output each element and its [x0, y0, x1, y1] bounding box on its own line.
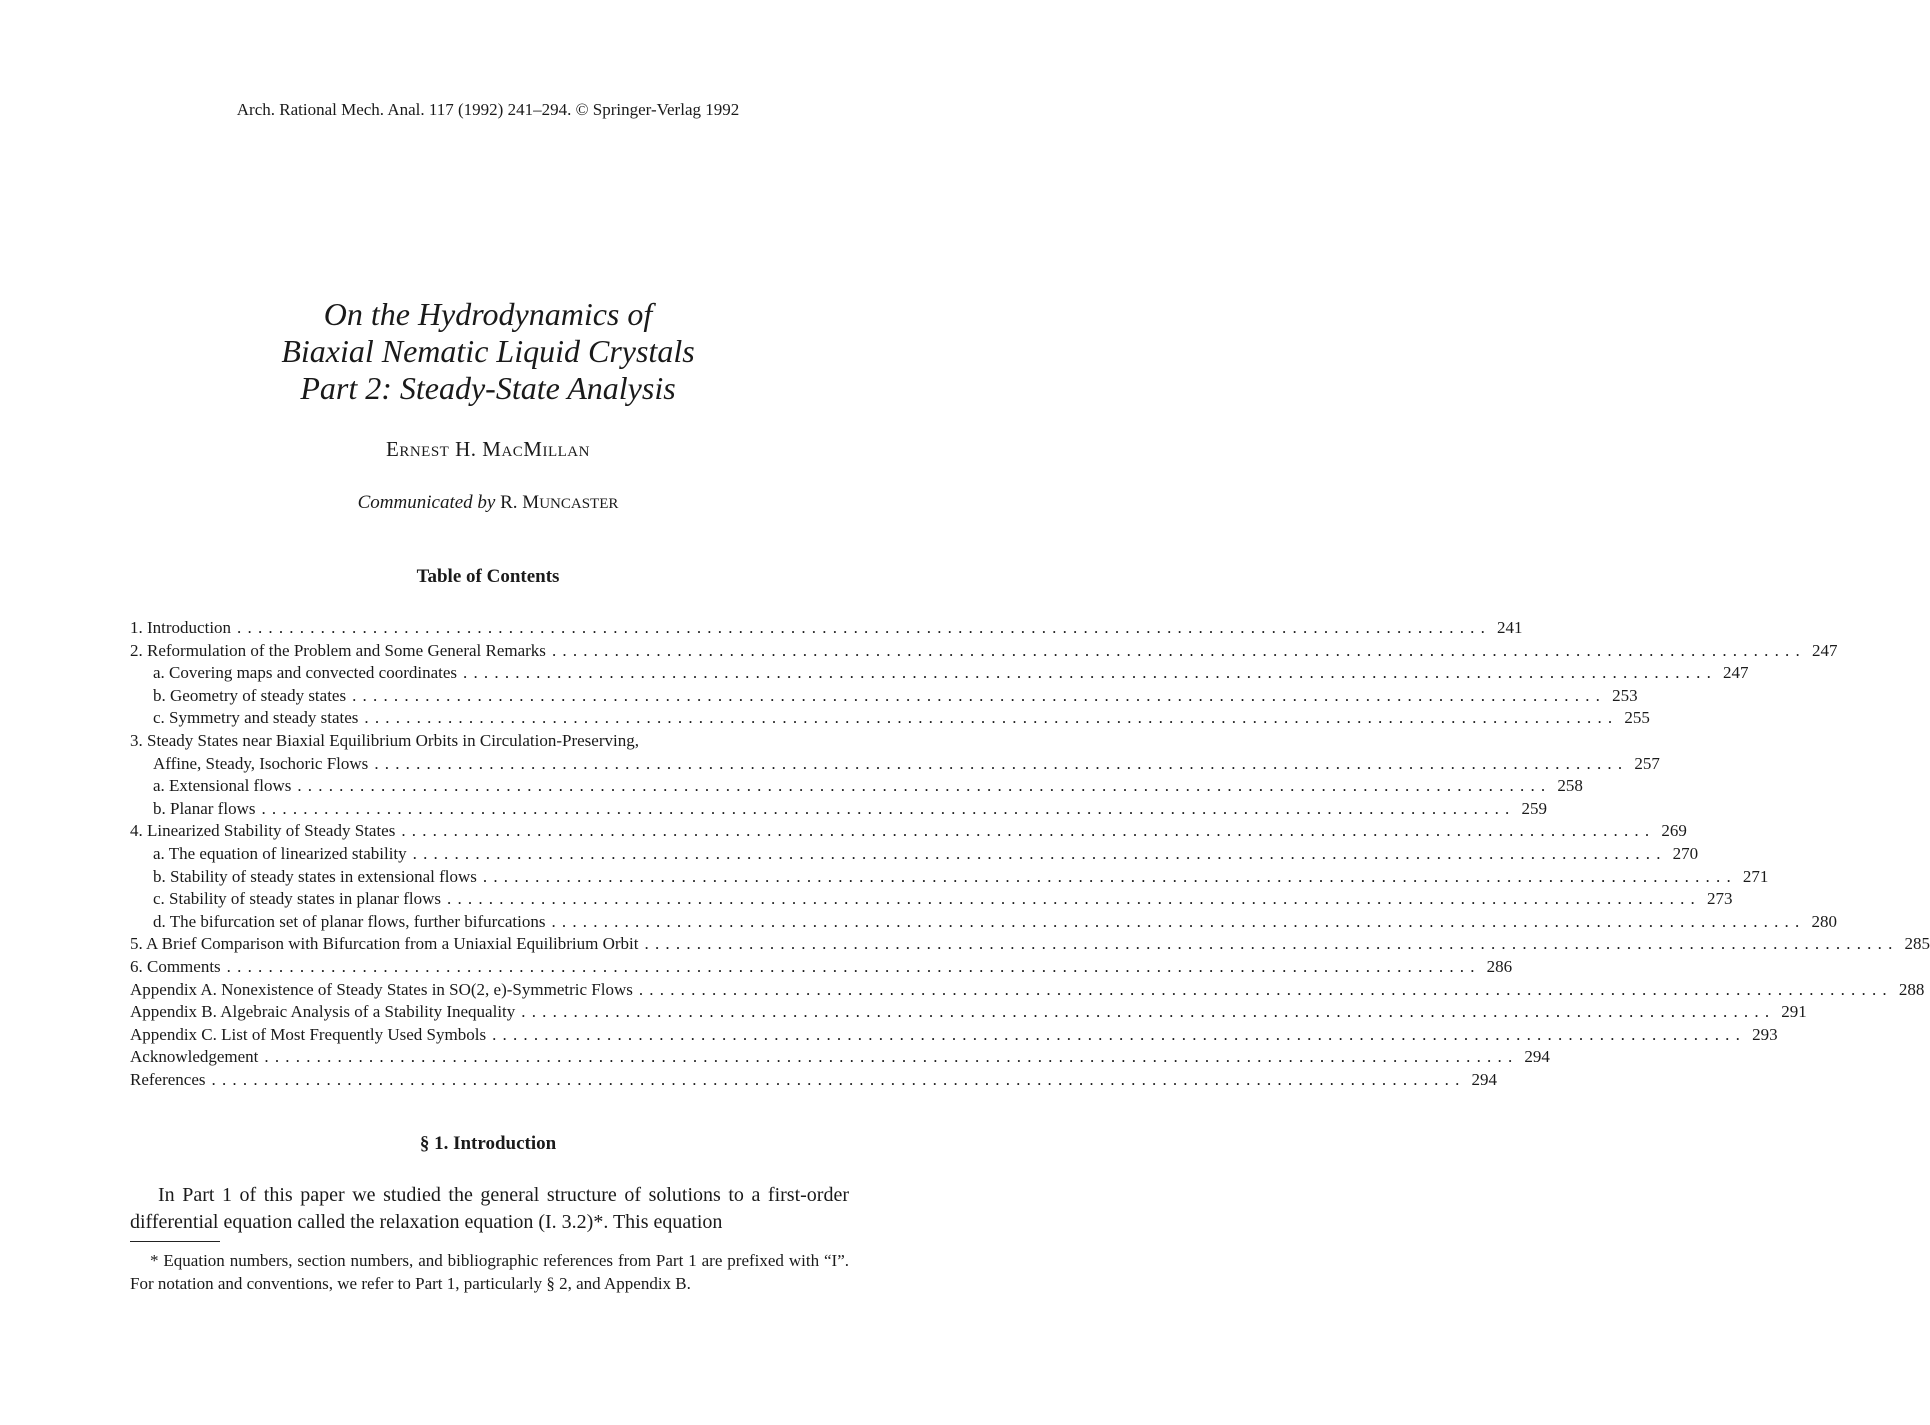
toc-entry-label: 1. Introduction [130, 618, 232, 637]
footnote [130, 1249, 849, 1295]
footnote-rule [130, 1241, 220, 1242]
toc-leader-dots: ........................................................................................................................ [463, 663, 1718, 683]
toc-heading: Table of Contents [416, 566, 560, 587]
intro-paragraph: In Part 1 of this paper we studied the general structure of solutions to a first-order differential equation called the relaxation equation (I. 3.2)*. This equation [130, 1184, 849, 1233]
toc-entry-label: b. Planar flows [153, 798, 256, 818]
toc-entry-page: 273 [1707, 889, 1733, 909]
toc-entry [130, 707, 1650, 730]
toc-entry [130, 730, 849, 753]
toc-entry-page: 291 [1781, 1002, 1807, 1022]
toc-entry-label: a. Covering maps and convected coordinates [153, 663, 458, 683]
toc-entry-page: 280 [1811, 911, 1837, 931]
toc-entry [130, 888, 1733, 911]
toc-entry-page: 285 [1904, 934, 1930, 954]
toc-leader-dots: ........................................................................................................................ [521, 1002, 1776, 1022]
title-line-1: On the Hydrodynamics of [323, 296, 653, 332]
table-of-contents [130, 617, 1930, 1091]
toc-entry-page: 247 [1811, 640, 1838, 660]
toc-entry-page: 258 [1557, 776, 1583, 796]
toc-entry-page: 255 [1624, 708, 1650, 728]
toc-entry [130, 753, 1660, 776]
toc-entry [130, 617, 1523, 640]
toc-leader-dots: ........................................................................................................................ [482, 866, 1737, 886]
toc-entry-page: 271 [1742, 866, 1769, 886]
toc-entry-label: a. Extensional flows [153, 776, 292, 796]
toc-leader-dots: ........................................................................................................................ [237, 618, 1492, 637]
toc-leader-dots: ........................................................................................................................ [352, 685, 1607, 705]
toc-leader-dots: ........................................................................................................................ [644, 934, 1899, 954]
toc-entry-page: 257 [1634, 753, 1660, 773]
toc-entry-label: Affine, Steady, Isochoric Flows [153, 753, 369, 773]
toc-entry-page: 241 [1497, 618, 1523, 637]
toc-entry [130, 979, 1925, 1002]
toc-entry [130, 911, 1837, 934]
toc-entry-label: Appendix C. List of Most Frequently Used Symbols [130, 1024, 487, 1044]
toc-leader-dots: ........................................................................................................................ [226, 956, 1481, 976]
toc-leader-dots: ........................................................................................................................ [364, 708, 1619, 728]
toc-leader-dots: ........................................................................................................................ [638, 979, 1893, 999]
toc-entry-page: 288 [1898, 979, 1925, 999]
toc-entry [130, 1069, 1498, 1092]
toc-entry-label: 3. Steady States near Biaxial Equilibrium Orbits in Circulation-Preserving, [130, 730, 639, 750]
toc-entry-page: 294 [1471, 1069, 1498, 1089]
toc-entry-label: References [130, 1069, 206, 1089]
toc-entry [130, 775, 1583, 798]
toc-entry-page: 269 [1661, 821, 1687, 841]
toc-entry-page: 293 [1752, 1024, 1778, 1044]
toc-entry [130, 798, 1547, 821]
toc-entry [130, 933, 1930, 956]
toc-leader-dots: ........................................................................................................................ [412, 843, 1667, 863]
toc-leader-dots: ........................................................................................................................ [297, 776, 1552, 796]
intro-text [130, 1182, 849, 1236]
toc-entry-label: Acknowledgement [130, 1047, 259, 1067]
toc-leader-dots: ........................................................................................................................ [374, 753, 1629, 773]
toc-entry [130, 662, 1749, 685]
toc-leader-dots: ........................................................................................................................ [551, 911, 1806, 931]
toc-entry-page: 259 [1521, 798, 1547, 818]
communicated-by: Communicated by R. MUNCASTER [357, 492, 619, 513]
toc-entry-label: c. Stability of steady states in planar flows [153, 889, 441, 909]
toc-entry [130, 956, 1513, 979]
toc-entry-page: 253 [1612, 685, 1638, 705]
title-line-2: Biaxial Nematic Liquid Crystals [281, 333, 695, 369]
section-heading: § 1. Introduction [419, 1133, 557, 1154]
toc-entry-label: a. The equation of linearized stability [153, 843, 407, 863]
toc-entry [130, 640, 1838, 663]
toc-entry-label: 4. Linearized Stability of Steady States [130, 821, 396, 841]
toc-entry [130, 820, 1687, 843]
toc-entry-label: Appendix B. Algebraic Analysis of a Stability Inequality [130, 1002, 516, 1022]
toc-entry [130, 866, 1769, 889]
toc-entry-page: 286 [1486, 956, 1513, 976]
toc-entry-page: 294 [1524, 1047, 1550, 1067]
toc-entry-label: c. Symmetry and steady states [153, 708, 359, 728]
toc-entry-label: 2. Reformulation of the Problem and Some General Remarks [130, 640, 546, 660]
toc-entry [130, 1001, 1807, 1024]
title-line-3: Part 2: Steady-State Analysis [300, 370, 676, 406]
toc-entry-label: b. Geometry of steady states [153, 685, 347, 705]
toc-entry-label: b. Stability of steady states in extensional flows [153, 866, 477, 886]
toc-leader-dots: ........................................................................................................................ [401, 821, 1656, 841]
toc-entry-label: 6. Comments [130, 956, 221, 976]
toc-entry-label: Appendix A. Nonexistence of Steady States in SO(2, e)-Symmetric Flows [130, 979, 633, 999]
author-name: ERNEST H. MACMILLAN [386, 437, 590, 461]
paper-title [0, 296, 976, 407]
toc-entry [130, 1046, 1550, 1069]
toc-leader-dots: ........................................................................................................................ [261, 798, 1516, 818]
toc-entry-page: 247 [1723, 663, 1749, 683]
toc-entry-label: d. The bifurcation set of planar flows, further bifurcations [153, 911, 546, 931]
toc-leader-dots: ........................................................................................................................ [492, 1024, 1747, 1044]
toc-leader-dots: ........................................................................................................................ [211, 1069, 1466, 1089]
toc-leader-dots: ........................................................................................................................ [447, 889, 1701, 909]
toc-leader-dots: ........................................................................................................................ [264, 1047, 1519, 1067]
toc-entry-label: 5. A Brief Comparison with Bifurcation from a Uniaxial Equilibrium Orbit [130, 934, 639, 954]
toc-leader-dots: ........................................................................................................................ [551, 640, 1806, 660]
toc-entry-page: 270 [1672, 843, 1699, 863]
footnote-text: * Equation numbers, section numbers, and bibliographic references from Part 1 are prefixed with “I”. For notation and conventions, we refer to Part 1, particularly § 2, and Appendix B. [130, 1251, 849, 1293]
toc-entry [130, 1024, 1778, 1047]
toc-entry [130, 843, 1699, 866]
toc-entry [130, 685, 1638, 708]
journal-header: Arch. Rational Mech. Anal. 117 (1992) 241–294. © Springer-Verlag 1992 [236, 100, 740, 119]
